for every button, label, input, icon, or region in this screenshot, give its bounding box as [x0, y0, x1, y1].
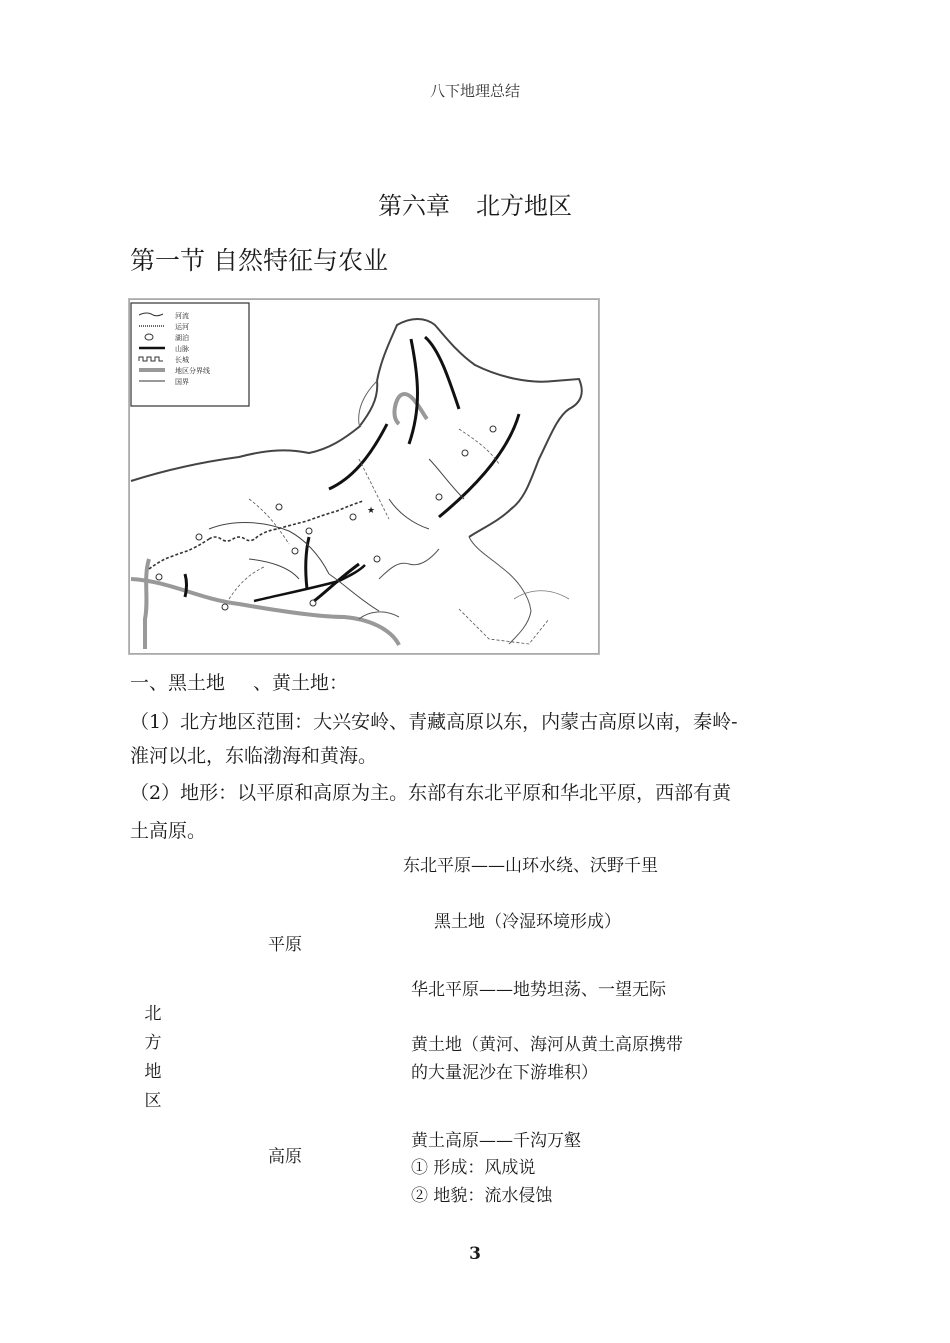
outline-root-vertical: 北 方 地 区 — [144, 1004, 162, 1111]
loess-landform: ② 地貌：流水侵蚀 — [411, 1186, 553, 1206]
great-wall — [209, 501, 363, 541]
legend-label: 国界 — [175, 378, 189, 386]
legend-label: 运河 — [175, 323, 189, 331]
black-soil: 黑土地（冷湿环境形成） — [434, 912, 621, 932]
city-markers — [156, 426, 496, 610]
northeast-plain: 东北平原——山环水绕、沃野千里 — [403, 856, 658, 876]
legend-label: 地区分界线 — [175, 367, 210, 375]
north-china-plain: 华北平原——地势坦荡、一望无际 — [411, 980, 666, 1000]
great-wall-icon — [139, 357, 163, 361]
point1-line2: 淮河以北，东临渤海和黄海。 — [130, 745, 378, 767]
capital-star-icon: ★ — [367, 506, 376, 516]
legend-label: 长城 — [175, 356, 189, 364]
legend-label: 河流 — [175, 312, 189, 320]
mountain-range — [409, 339, 418, 444]
plateau-label: 高原 — [268, 1147, 302, 1167]
page-number: 3 — [469, 1244, 481, 1264]
chapter-name: 北方地区 — [476, 192, 572, 220]
region-boundary — [131, 579, 399, 645]
point2-line2: 土高原。 — [130, 820, 207, 842]
point1-line1: （1）北方地区范围：大兴安岭、青藏高原以东，内蒙古高原以南，秦岭- — [130, 711, 738, 733]
north-china-map — [128, 298, 600, 655]
loess-formation: ① 形成：风成说 — [411, 1158, 536, 1178]
page-header: 八下地理总结 — [429, 82, 520, 100]
plain-label: 平原 — [268, 935, 302, 955]
loess-plateau: 黄土高原——千沟万壑 — [411, 1131, 581, 1151]
yellow-soil-line2: 的大量泥沙在下游堆积） — [411, 1063, 598, 1083]
legend-label: 湖泊 — [175, 334, 189, 342]
chapter-number: 第六章 — [378, 192, 450, 220]
chapter-title — [0, 186, 950, 221]
point2-line1: （2）地形：以平原和高原为主。东部有东北平原和华北平原，西部有黄 — [130, 782, 732, 804]
section-title: 第一节 自然特征与农业 — [130, 246, 388, 275]
legend-label: 山脉 — [175, 345, 189, 353]
yellow-soil-line1: 黄土地（黄河、海河从黄土高原携带 — [411, 1035, 683, 1055]
heading-black-yellow-soil: 一、黑土地 、黄土地： — [130, 672, 349, 694]
